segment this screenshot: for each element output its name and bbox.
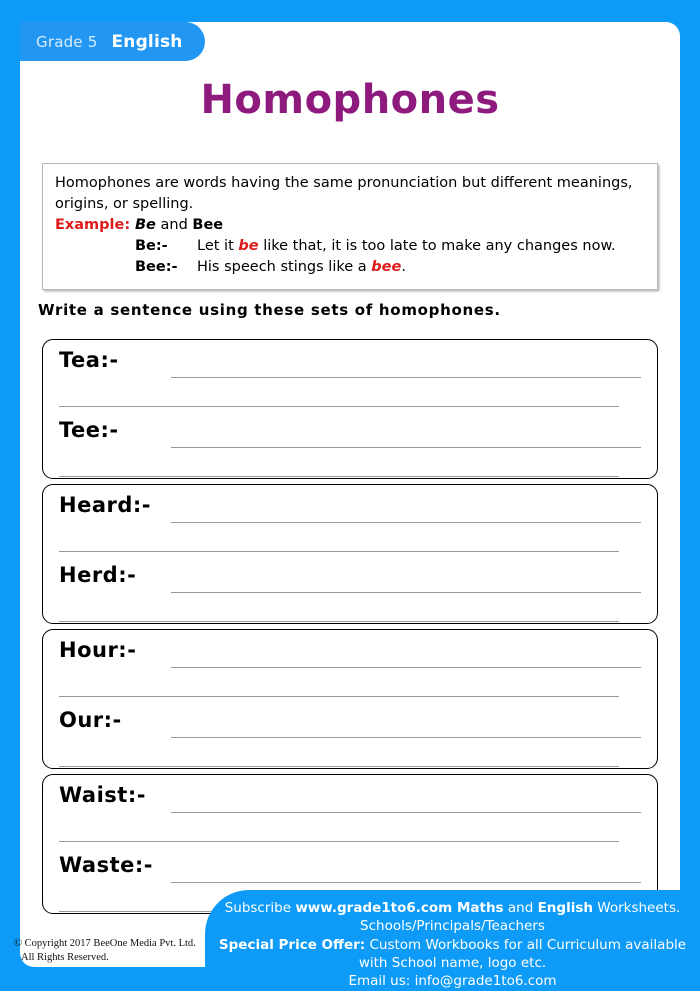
footer-line-offer: Special Price Offer: Custom Workbooks for all Curriculum available bbox=[218, 936, 687, 953]
example-sentence-be: Let it be like that, it is too late to make any changes now. bbox=[197, 238, 616, 255]
example-sentence-row-2 bbox=[55, 257, 645, 278]
example-key-be: Be:- bbox=[135, 238, 168, 255]
writing-line[interactable] bbox=[59, 551, 619, 552]
footer-line-custom: with School name, logo etc. bbox=[358, 955, 547, 972]
writing-line[interactable] bbox=[59, 766, 619, 767]
word-label-our: Our:- bbox=[59, 708, 122, 732]
directive-text: Write a sentence using these sets of homophones. bbox=[38, 301, 501, 319]
word-label-herd: Herd:- bbox=[59, 563, 137, 587]
promo-footer-banner bbox=[205, 890, 700, 989]
footer-site-link[interactable]: www.grade1to6.com Maths bbox=[295, 900, 504, 916]
answer-row-herd bbox=[43, 555, 657, 625]
copyright-notice bbox=[14, 937, 196, 964]
writing-line[interactable] bbox=[171, 447, 641, 448]
writing-line[interactable] bbox=[59, 696, 619, 697]
writing-line[interactable] bbox=[171, 377, 641, 378]
writing-line[interactable] bbox=[171, 812, 641, 813]
writing-line[interactable] bbox=[171, 667, 641, 668]
answer-row-waist bbox=[43, 775, 657, 845]
writing-line[interactable] bbox=[171, 737, 641, 738]
definition-text: Homophones are words having the same pronunciation but different meanings, origins, or spelling. bbox=[55, 175, 633, 213]
writing-line[interactable] bbox=[59, 406, 619, 407]
special-price-offer-label: Special Price Offer: bbox=[218, 936, 366, 953]
answer-row-tea bbox=[43, 340, 657, 410]
word-label-tea: Tea:- bbox=[59, 348, 119, 372]
example-conjunction: and bbox=[160, 217, 188, 234]
word-label-waste: Waste:- bbox=[59, 853, 153, 877]
answer-box-1 bbox=[42, 339, 658, 479]
grade-subject-tab[interactable] bbox=[20, 22, 205, 61]
answer-box-3 bbox=[42, 629, 658, 769]
writing-line[interactable] bbox=[171, 592, 641, 593]
word-label-heard: Heard:- bbox=[59, 493, 151, 517]
writing-line[interactable] bbox=[59, 841, 619, 842]
answer-row-heard bbox=[43, 485, 657, 555]
footer-line-email[interactable]: Email us: info@grade1to6.com bbox=[348, 973, 557, 990]
example-label: Example: bbox=[55, 217, 131, 234]
writing-line[interactable] bbox=[171, 882, 641, 883]
word-label-hour: Hour:- bbox=[59, 638, 137, 662]
highlight-word-be: be bbox=[238, 238, 259, 255]
example-header-row bbox=[55, 215, 645, 236]
writing-line[interactable] bbox=[171, 522, 641, 523]
example-key-bee: Bee:- bbox=[135, 259, 178, 276]
page-title: Homophones bbox=[200, 77, 500, 123]
answer-box-2 bbox=[42, 484, 658, 624]
example-word-first: Be bbox=[135, 217, 156, 234]
writing-line[interactable] bbox=[59, 476, 619, 477]
answer-row-tee bbox=[43, 410, 657, 480]
word-label-waist: Waist:- bbox=[59, 783, 146, 807]
worksheet-page bbox=[20, 22, 680, 967]
definition-box bbox=[42, 163, 658, 290]
writing-line[interactable] bbox=[59, 621, 619, 622]
example-sentence-row-1 bbox=[55, 236, 645, 257]
example-word-second: Bee bbox=[192, 217, 224, 234]
answer-row-our bbox=[43, 700, 657, 770]
copyright-line-2: All Rights Reserved. bbox=[21, 951, 109, 963]
answer-row-hour bbox=[43, 630, 657, 700]
copyright-line-1: © Copyright 2017 BeeOne Media Pvt. Ltd. bbox=[14, 938, 196, 949]
footer-line-subscribe: Subscribe www.grade1to6.com Maths and English Worksheets. bbox=[224, 900, 681, 916]
example-sentence-bee: His speech stings like a bee. bbox=[197, 259, 406, 276]
word-label-tee: Tee:- bbox=[59, 418, 119, 442]
footer-line-audience: Schools/Principals/Teachers bbox=[360, 918, 545, 935]
tab-grade-label: Grade 5 bbox=[36, 32, 98, 51]
tab-subject-label: English bbox=[111, 31, 183, 52]
highlight-word-bee: bee bbox=[371, 259, 402, 276]
